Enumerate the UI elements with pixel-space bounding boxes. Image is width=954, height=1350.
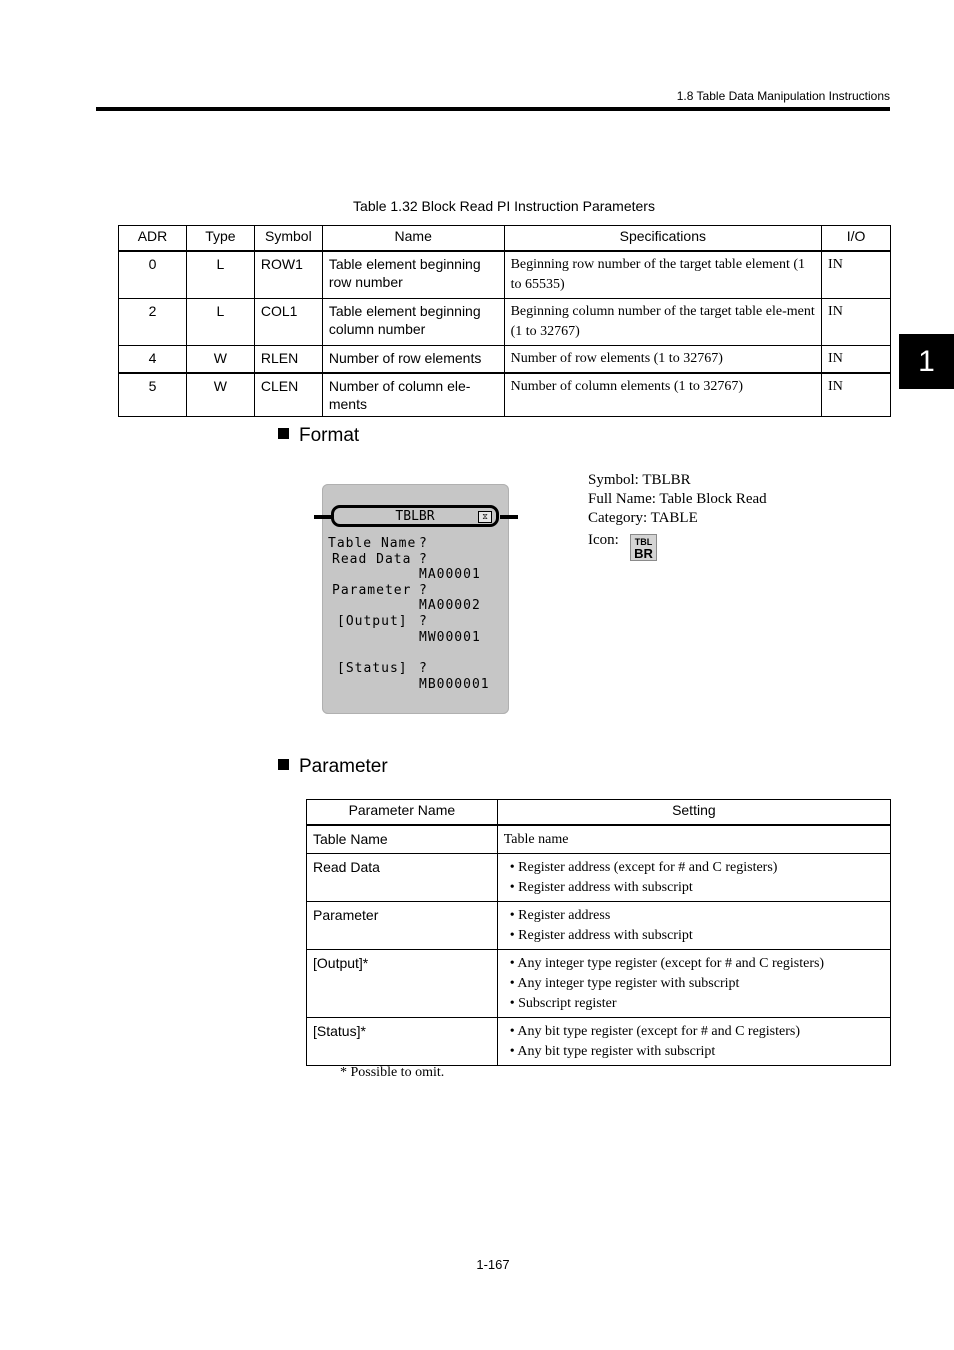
list-item: • Subscript register <box>510 994 884 1014</box>
footnote: * Possible to omit. <box>340 1065 445 1080</box>
cell-symbol: ROW1 <box>254 251 322 299</box>
function-block-title-text: TBLBR <box>395 508 435 524</box>
column-header-adr: ADR <box>119 226 187 252</box>
block-value: MA00001 <box>419 567 481 582</box>
square-bullet-icon <box>278 759 289 770</box>
cell-setting: Table name <box>497 825 890 854</box>
chapter-tab: 1 <box>899 334 954 389</box>
page-number: 1-167 <box>476 1257 510 1272</box>
block-value: ? <box>419 661 428 676</box>
format-heading <box>278 425 359 447</box>
column-header-symbol: Symbol <box>254 226 322 252</box>
list-item: • Register address with subscript <box>510 878 884 898</box>
column-header-setting: Setting <box>497 800 890 826</box>
setting-list <box>504 1022 884 1062</box>
list-item: • Register address (except for # and C registers) <box>510 858 884 878</box>
tblbr-icon <box>630 534 657 561</box>
icon-text-bottom: BR <box>634 546 653 561</box>
setting-list <box>504 858 884 898</box>
header-rule <box>96 107 890 111</box>
block-value: MB000001 <box>419 677 490 692</box>
cell-io: IN <box>822 251 891 299</box>
cell-adr: 5 <box>119 373 187 417</box>
block-value: MW00001 <box>419 630 481 645</box>
list-item: • Any integer type register (except for # and C registers) <box>510 954 884 974</box>
column-header-type: Type <box>186 226 254 252</box>
list-item: • Any integer type register with subscript <box>510 974 884 994</box>
cell-spec: Number of column elements (1 to 32767) <box>504 373 821 417</box>
cell-spec: Beginning column number of the target table ele-ment (1 to 32767) <box>504 299 821 346</box>
cell-name: Number of column ele-ments <box>322 373 504 417</box>
function-block-input-stub <box>314 515 332 519</box>
table-row <box>307 902 891 950</box>
cell-io: IN <box>822 299 891 346</box>
table-row <box>307 854 891 902</box>
column-header-io: I/O <box>822 226 891 252</box>
list-item: • Any bit type register with subscript <box>510 1042 884 1062</box>
square-bullet-icon <box>278 428 289 439</box>
function-block-title <box>331 505 499 527</box>
icon-label: Icon: <box>588 532 619 548</box>
block-value: ? <box>419 536 428 551</box>
cell-spec: Number of row elements (1 to 32767) <box>504 346 821 374</box>
block-value: MA00002 <box>419 598 481 613</box>
block-label: Read Data <box>332 552 412 567</box>
parameter-settings-table <box>306 799 891 1066</box>
cell-type: W <box>186 346 254 374</box>
format-heading-text: Format <box>299 425 360 446</box>
cell-io: IN <box>822 373 891 417</box>
block-value: ? <box>419 614 428 629</box>
table-row <box>119 299 891 346</box>
block-value: ? <box>419 552 428 567</box>
cell-setting <box>497 854 890 902</box>
cell-setting <box>497 1018 890 1066</box>
instruction-parameters-table <box>118 225 891 417</box>
cell-symbol: CLEN <box>254 373 322 417</box>
parameter-heading-text: Parameter <box>299 756 388 777</box>
cell-type: L <box>186 299 254 346</box>
table-header-row <box>119 226 891 252</box>
full-name-text: Full Name: Table Block Read <box>588 491 767 507</box>
column-header-specifications: Specifications <box>504 226 821 252</box>
list-item: • Any bit type register (except for # and C registers) <box>510 1022 884 1042</box>
hourglass-icon: ⧖ <box>478 511 492 523</box>
block-label: Parameter <box>332 583 412 598</box>
setting-list <box>504 906 884 946</box>
column-header-name: Name <box>322 226 504 252</box>
cell-adr: 0 <box>119 251 187 299</box>
cell-spec: Beginning row number of the target table element (1 to 65535) <box>504 251 821 299</box>
cell-name: Table element beginning column number <box>322 299 504 346</box>
table-header-row <box>307 800 891 826</box>
cell-parameter-name: Table Name <box>307 825 498 854</box>
cell-parameter-name: Read Data <box>307 854 498 902</box>
cell-parameter-name: [Output]* <box>307 950 498 1018</box>
parameter-heading <box>278 756 388 778</box>
table-row <box>119 373 891 417</box>
function-block-output-stub <box>500 515 518 519</box>
setting-list <box>504 954 884 1014</box>
table-row <box>119 251 891 299</box>
icon-text-top: TBL <box>634 537 653 547</box>
block-label: [Status] <box>337 661 408 676</box>
list-item: • Register address with subscript <box>510 926 884 946</box>
cell-type: L <box>186 251 254 299</box>
cell-adr: 2 <box>119 299 187 346</box>
cell-setting <box>497 902 890 950</box>
cell-symbol: RLEN <box>254 346 322 374</box>
running-head: 1.8 Table Data Manipulation Instructions <box>676 89 890 103</box>
block-value: ? <box>419 583 428 598</box>
list-item: • Register address <box>510 906 884 926</box>
block-label: Table Name <box>328 536 417 551</box>
cell-parameter-name: [Status]* <box>307 1018 498 1066</box>
cell-type: W <box>186 373 254 417</box>
cell-io: IN <box>822 346 891 374</box>
cell-parameter-name: Parameter <box>307 902 498 950</box>
column-header-parameter-name: Parameter Name <box>307 800 498 826</box>
table-row <box>307 1018 891 1066</box>
cell-name: Number of row elements <box>322 346 504 374</box>
cell-symbol: COL1 <box>254 299 322 346</box>
block-label: [Output] <box>337 614 408 629</box>
table-row <box>307 825 891 854</box>
table-row <box>119 346 891 374</box>
category-text: Category: TABLE <box>588 510 698 526</box>
symbol-text: Symbol: TBLBR <box>588 472 691 488</box>
table-row <box>307 950 891 1018</box>
table-caption: Table 1.32 Block Read PI Instruction Parameters <box>353 198 655 214</box>
cell-adr: 4 <box>119 346 187 374</box>
cell-name: Table element beginning row number <box>322 251 504 299</box>
cell-setting <box>497 950 890 1018</box>
